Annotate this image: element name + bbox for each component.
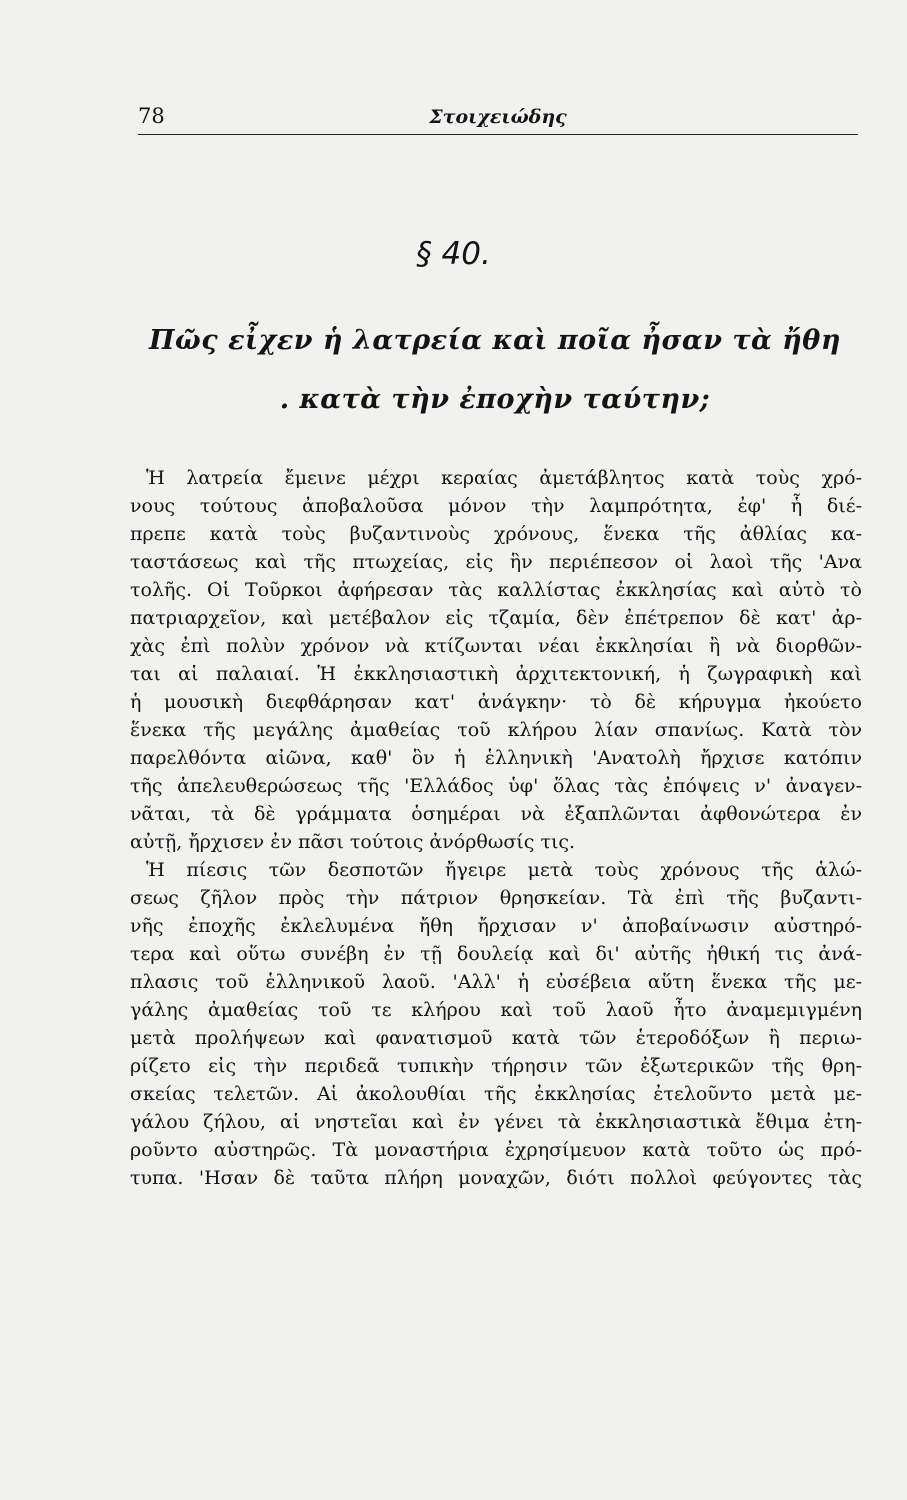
text-line: πατριαρχεῖον, καὶ μετέβαλον εἰς τζαμία, δὲν ἐπέτρεπον δὲ κατ' ἀρ- (130, 607, 862, 629)
text-line: σεως ζῆλον πρὸς τὴν πάτριον θρησκείαν. Τὰ ἐπὶ τῆς βυζαντι- (130, 887, 862, 909)
section-title (130, 325, 860, 415)
text-line: χὰς ἐπὶ πολὺν χρόνον νὰ κτίζωνται νέαι ἐκκλησίαι ἢ νὰ διορθῶν- (130, 635, 862, 657)
text-line: αὐτῇ, ἤρχισεν ἐν πᾶσι τούτοις ἀνόρθωσίς τις. (130, 831, 576, 853)
text-line: γάλης ἀμαθείας τοῦ τε κλήρου καὶ τοῦ λαοῦ ἦτο ἀναμεμιγμένη (130, 999, 862, 1021)
text-line: νᾶται, τὰ δὲ γράμματα ὁσημέραι νὰ ἐξαπλῶνται ἀφθονώτερα ἐν (130, 803, 862, 825)
header-rule (138, 134, 858, 135)
text-line: ρίζετο εἰς τὴν περιδεᾶ τυπικὴν τήρησιν τῶν ἐξωτερικῶν τῆς θρη- (130, 1055, 862, 1077)
text-line: ταστάσεως καὶ τῆς πτωχείας, εἰς ἣν περιέπεσον οἱ λαοὶ τῆς 'Ανα (130, 551, 862, 573)
section-title-line: Πῶς εἶχεν ἡ λατρεία καὶ ποῖα ἦσαν τὰ ἤθη (149, 325, 841, 356)
text-line: τερα καὶ οὕτω συνέβη ἐν τῇ δουλείᾳ καὶ δι' αὐτῆς ἠθική τις ἀνά- (130, 943, 862, 965)
text-line: Ἡ λατρεία ἔμεινε μέχρι κεραίας ἀμετάβλητος κατὰ τοὺς χρό- (146, 467, 862, 489)
text-line: τυπα. 'Ησαν δὲ ταῦτα πλήρη μοναχῶν, διότι πολλοὶ φεύγοντες τὰς (130, 1167, 862, 1189)
text-line: πλασις τοῦ ἑλληνικοῦ λαοῦ. 'Αλλ' ἡ εὐσέβεια αὕτη ἕνεκα τῆς με- (130, 971, 862, 993)
text-line: πρεπε κατὰ τοὺς βυζαντινοὺς χρόνους, ἕνεκα τῆς ἀθλίας κα- (130, 523, 862, 545)
section-number: § 40. (416, 236, 491, 272)
text-line: γάλου ζήλου, αἱ νηστεῖαι καὶ ἐν γένει τὰ ἐκκλησιαστικὰ ἔθιμα ἐτη- (130, 1111, 862, 1133)
text-line: παρελθόντα αἰῶνα, καθ' ὃν ἡ ἑλληνικὴ 'Ανατολὴ ἤρχισε κατόπιν (130, 747, 862, 769)
text-line: μετὰ προλήψεων καὶ φανατισμοῦ κατὰ τῶν ἑτεροδόξων ἢ περιω- (130, 1027, 862, 1049)
text-line: ἡ μουσικὴ διεφθάρησαν κατ' ἀνάγκην· τὸ δὲ κήρυγμα ἠκούετο (130, 691, 862, 713)
text-line: ται αἱ παλαιαί. Ἡ ἐκκλησιαστικὴ ἀρχιτεκτονική, ἡ ζωγραφικὴ καὶ (130, 663, 862, 685)
text-line: Ἡ πίεσις τῶν δεσποτῶν ἤγειρε μετὰ τοὺς χρόνους τῆς ἁλώ- (146, 859, 862, 881)
text-line: τολῆς. Οἱ Τοῦρκοι ἀφήρεσαν τὰς καλλίστας ἐκκλησίας καὶ αὐτὸ τὸ (130, 579, 862, 601)
running-title: Στοιχειώδης (429, 106, 567, 128)
text-line: τῆς ἀπελευθερώσεως τῆς 'Ελλάδος ὑφ' ὅλας τὰς ἐπόψεις ν' ἀναγεν- (130, 775, 862, 797)
text-line: νῆς ἐποχῆς ἐκλελυμένα ἤθη ἤρχισαν ν' ἀποβαίνωσιν αὐστηρό- (130, 915, 862, 937)
text-line: νους τούτους ἀποβαλοῦσα μόνον τὴν λαμπρότητα, ἐφ' ἧ διέ- (130, 495, 862, 517)
page-header (138, 104, 858, 134)
body-text (130, 464, 862, 1192)
text-line: σκείας τελετῶν. Αἱ ἀκολουθίαι τῆς ἐκκλησίας ἐτελοῦντο μετὰ με- (130, 1083, 862, 1105)
text-line: ἕνεκα τῆς μεγάλης ἀμαθείας τοῦ κλήρου λίαν σπανίως. Κατὰ τὸν (130, 719, 862, 741)
section-title-line: . κατὰ τὴν ἐποχὴν ταύτην; (279, 384, 711, 415)
page-number: 78 (138, 104, 165, 128)
text-line: ροῦντο αὐστηρῶς. Τὰ μοναστήρια ἐχρησίμευον κατὰ τοῦτο ὡς πρό- (130, 1139, 862, 1161)
